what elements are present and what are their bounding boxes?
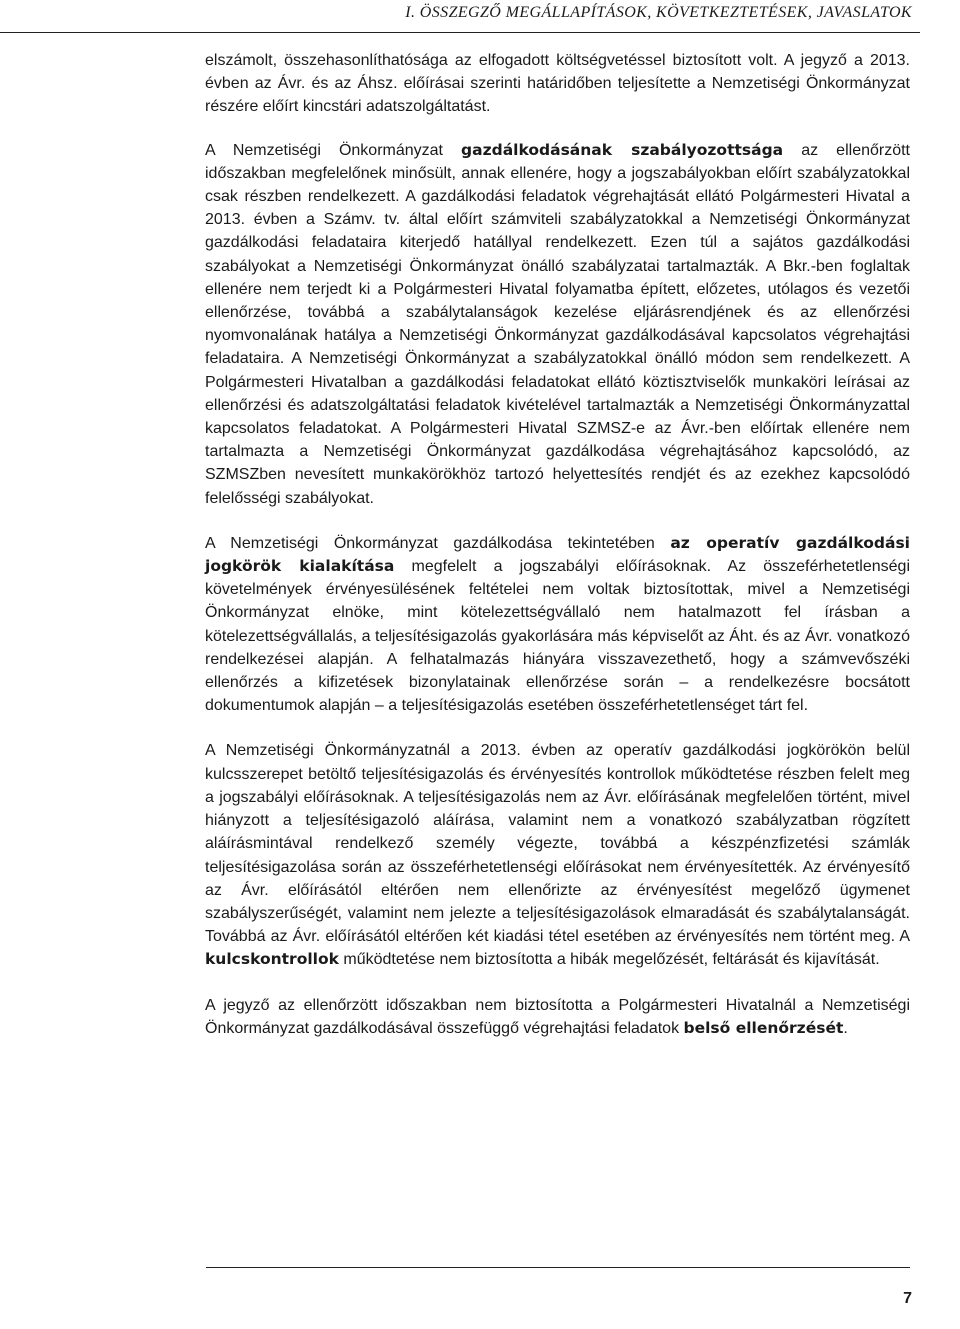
- footer-rule: [206, 1267, 910, 1268]
- paragraph-text: A Nemzetiségi Önkormányzat gazdálkodása tekintetében: [205, 534, 671, 552]
- paragraph-2: [205, 139, 910, 510]
- paragraph-text: A jegyző az ellenőrzött időszakban nem biztosította a Polgármesteri Hivatalnál a Nemzetiségi Önkormányzat gazdálkodásával összefüggő végrehajtási feladatok: [205, 996, 910, 1037]
- page-number: 7: [903, 1290, 912, 1307]
- paragraph-text: A Nemzetiségi Önkormányzatnál a 2013. évben az operatív gazdálkodási jogkörökön belül kulcsszerepet betöltő teljesítésigazolás és érvényesítés kontrollok működtetése részben felelt meg a jogszabályi előírásoknak. A teljesítésigazolás nem az Ávr. előírásának megfelelően történt, mivel hiányzott a teljesítésigazoló aláírása, valamint nem a vonatkozó szabályzatban rögzített aláírásmintával rendelkező személy végezte, továbbá a készpénzfizetési számlák teljesítésigazolása során az összeférhetetlenségi előírásokat nem érvényesítették. Az érvényesítő az Ávr. előírásától eltérően nem ellenőrizte az érvényesítést megelőző ügymenet szabályszerűségét, valamint nem jelezte a teljesítésigazolások elmaradását és szabálytalanságát. Továbbá az Ávr. előírásától eltérően két kiadási tétel esetében az érvényesítés nem történt meg. A: [205, 742, 910, 946]
- paragraph-1: [205, 49, 910, 119]
- paragraph-3: [205, 532, 910, 718]
- emphasis-text: belső ellenőrzését: [683, 1018, 844, 1037]
- paragraph-4: [205, 739, 910, 971]
- emphasis-text: kulcskontrollok: [205, 950, 339, 969]
- body-text: [205, 49, 910, 1062]
- paragraph-text: az ellenőrzött időszakban megfelelőnek minősült, annak ellenére, hogy a jogszabályokban előírt szabályzatokkal csak részben rendelkezett. A gazdálkodási feladatok végrehajtását ellátó Polgármesteri Hivatal a 2013. évben a Számv. tv. által előírt számviteli szabályzatokkal a Nemzetiségi Önkormányzat gazdálkodási feladataira kiterjedő hatállyal rendelkezett. Ezen túl a sajátos gazdálkodási szabályokat a Nemzetiségi Önkormányzat önálló szabályzatai tartalmazták. A Bkr.-ben foglaltak ellenére nem terjedt ki a Polgármesteri Hivatal folyamatba épített, előzetes, utólagos és vezetői ellenőrzése, továbbá a szabálytalanságok kezelése eljárásrendjének és az ellenőrzési nyomvonalának hatálya a Nemzetiségi Önkormányzat gazdálkodásával kapcsolatos végrehajtási feladataira. A Nemzetiségi Önkormányzat a szabályzatokkal önálló módon sem rendelkezett. A Polgármesteri Hivatalban a gazdálkodási feladatokat ellátó köztisztviselők munkaköri leírásai az ellenőrzési és adatszolgáltatási feladatok kivételével tartalmazták a Nemzetiségi Önkormányzattal kapcsolatos feladatokat. A Polgármesteri Hivatal SZMSZ-e az Ávr.-ben előírtak ellenére nem tartalmazta a Nemzetiségi Önkormányzat gazdálkodása végrehajtásához kapcsolódó, az SZMSZben nevesített munkakörökhöz tartozó helyettesítés rendjét és az ezekhez kapcsolódó felelősségi szabályokat.: [205, 141, 910, 507]
- paragraph-5: [205, 994, 910, 1040]
- emphasis-text: az operatív gazdálkodási jogkörök kialakítása: [205, 533, 910, 576]
- paragraph-text: elszámolt, összehasonlíthatósága az elfogadott költségvetéssel biztosított volt. A jegyző a 2013. évben az Ávr. és az Áhsz. előírásai szerinti határidőben teljesítette a Nemzetiségi Önkormányzat részére előírt kincstári adatszolgáltatást.: [205, 52, 910, 116]
- paragraph-text: működtetése nem biztosította a hibák megelőzését, feltárását és kijavítását.: [338, 951, 880, 969]
- running-header: I. ÖSSZEGZŐ MEGÁLLAPÍTÁSOK, KÖVETKEZTETÉSEK, JAVASLATOK: [405, 4, 912, 21]
- emphasis-text: gazdálkodásának szabályozottsága: [461, 140, 784, 159]
- paragraph-text: A Nemzetiségi Önkormányzat: [205, 141, 462, 159]
- paragraph-text: .: [843, 1019, 848, 1037]
- header-rule: [0, 32, 920, 33]
- paragraph-text: megfelelt a jogszabályi előírásoknak. Az összeférhetetlenségi követelmények érvényesülésének feltételei nem voltak biztosítottak, mivel a Nemzetiségi Önkormányzat elnöke, mint kötelezettségvállaló nem hatalmazott fel írásban a kötelezettségvállalás, a teljesítésigazolás gyakorlására más képviselőt az Áht. és az Ávr. vonatkozó rendelkezései alapján. A felhatalmazás hiányára visszavezethető, hogy a számvevőszéki ellenőrzés a kifizetések bizonylatainak ellenőrzése során – a rendelkezésre bocsátott dokumentumok alapján – a teljesítésigazolás esetében összeférhetetlenséget tárt fel.: [205, 558, 911, 715]
